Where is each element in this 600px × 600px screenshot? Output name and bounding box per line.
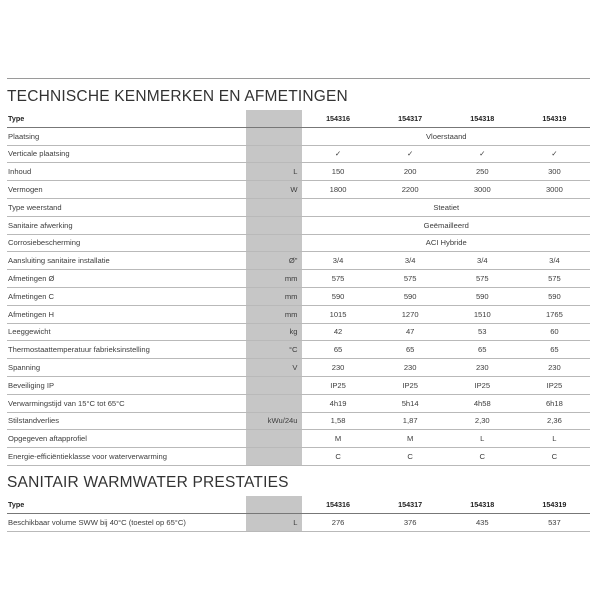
row-label: Afmetingen H <box>7 305 246 323</box>
header-unit-cell <box>246 496 301 513</box>
row-value: 230 <box>302 359 374 377</box>
row-value: 65 <box>302 341 374 359</box>
header-model-4: 154319 <box>518 110 590 127</box>
row-value: 4h19 <box>302 394 374 412</box>
table-row <box>7 412 590 430</box>
table-row <box>7 163 590 181</box>
header-model-3: 154318 <box>446 496 518 513</box>
table-row <box>7 323 590 341</box>
row-value: 3000 <box>518 181 590 199</box>
row-value: 250 <box>446 163 518 181</box>
row-value: 300 <box>518 163 590 181</box>
section-title-dhw-performance: SANITAIR WARMWATER PRESTATIES <box>7 473 289 491</box>
row-label: Stilstandverlies <box>7 412 246 430</box>
table-row <box>7 216 590 234</box>
row-value-all-models: Geëmailleerd <box>302 216 591 234</box>
row-unit <box>246 448 301 466</box>
row-label: Corrosiebescherming <box>7 234 246 252</box>
section-title-technical: TECHNISCHE KENMERKEN EN AFMETINGEN <box>7 88 348 105</box>
header-type-label: Type <box>7 496 246 513</box>
row-label: Leeggewicht <box>7 323 246 341</box>
row-unit: L <box>246 163 301 181</box>
row-label: Type weerstand <box>7 198 246 216</box>
row-value: L <box>446 430 518 448</box>
row-label: Beschikbaar volume SWW bij 40°C (toestel op 65°C) <box>7 513 246 531</box>
row-value: M <box>374 430 446 448</box>
row-label: Afmetingen C <box>7 287 246 305</box>
row-value: 1270 <box>374 305 446 323</box>
row-value: 435 <box>446 513 518 531</box>
row-value: 3000 <box>446 181 518 199</box>
header-model-2: 154317 <box>374 110 446 127</box>
table-row <box>7 181 590 199</box>
row-value: 65 <box>374 341 446 359</box>
row-unit <box>246 145 301 163</box>
row-value: 575 <box>374 270 446 288</box>
row-value: 1,58 <box>302 412 374 430</box>
table-row <box>7 252 590 270</box>
row-value: 53 <box>446 323 518 341</box>
table-row <box>7 127 590 145</box>
row-value: 1800 <box>302 181 374 199</box>
row-unit: mm <box>246 305 301 323</box>
row-value: 60 <box>518 323 590 341</box>
table-row <box>7 287 590 305</box>
row-label: Spanning <box>7 359 246 377</box>
table-row <box>7 341 590 359</box>
table-row <box>7 234 590 252</box>
spec-sheet <box>7 78 590 532</box>
row-value: 2,30 <box>446 412 518 430</box>
row-value: IP25 <box>374 376 446 394</box>
technical-specs-table <box>7 110 590 466</box>
table-row <box>7 198 590 216</box>
header-unit-cell <box>246 110 301 127</box>
row-value: 590 <box>374 287 446 305</box>
row-value: 3/4 <box>446 252 518 270</box>
row-value: 1015 <box>302 305 374 323</box>
row-value: IP25 <box>518 376 590 394</box>
row-value: 575 <box>302 270 374 288</box>
row-unit: L <box>246 513 301 531</box>
row-value: 230 <box>446 359 518 377</box>
row-value: ✓ <box>518 145 590 163</box>
row-value: IP25 <box>446 376 518 394</box>
row-value: L <box>518 430 590 448</box>
row-label: Beveiliging IP <box>7 376 246 394</box>
header-model-1: 154316 <box>302 110 374 127</box>
row-unit <box>246 394 301 412</box>
table-row <box>7 394 590 412</box>
row-value: 2,36 <box>518 412 590 430</box>
table-row <box>7 430 590 448</box>
row-label: Vermogen <box>7 181 246 199</box>
row-value: 537 <box>518 513 590 531</box>
header-model-4: 154319 <box>518 496 590 513</box>
row-value: 65 <box>446 341 518 359</box>
row-value: C <box>374 448 446 466</box>
row-label: Thermostaattemperatuur fabrieksinstelling <box>7 341 246 359</box>
row-value: M <box>302 430 374 448</box>
row-label: Opgegeven aftapprofiel <box>7 430 246 448</box>
row-value: 590 <box>446 287 518 305</box>
row-label: Afmetingen Ø <box>7 270 246 288</box>
table-row <box>7 270 590 288</box>
row-value: 575 <box>518 270 590 288</box>
row-label: Verticale plaatsing <box>7 145 246 163</box>
table-row <box>7 305 590 323</box>
row-value: ✓ <box>446 145 518 163</box>
row-value: C <box>518 448 590 466</box>
row-value-all-models: ACI Hybride <box>302 234 591 252</box>
row-value: 276 <box>302 513 374 531</box>
table-row <box>7 145 590 163</box>
table-row <box>7 513 590 531</box>
row-value: 575 <box>446 270 518 288</box>
row-label: Aansluiting sanitaire installatie <box>7 252 246 270</box>
row-value: 230 <box>518 359 590 377</box>
row-unit <box>246 234 301 252</box>
row-unit <box>246 216 301 234</box>
row-unit: °C <box>246 341 301 359</box>
header-model-2: 154317 <box>374 496 446 513</box>
table-row <box>7 359 590 377</box>
row-value: 1765 <box>518 305 590 323</box>
row-value: 42 <box>302 323 374 341</box>
row-value: 6h18 <box>518 394 590 412</box>
row-unit: W <box>246 181 301 199</box>
row-value: 200 <box>374 163 446 181</box>
row-unit <box>246 430 301 448</box>
row-unit: mm <box>246 287 301 305</box>
row-value: 65 <box>518 341 590 359</box>
row-label: Inhoud <box>7 163 246 181</box>
table-row <box>7 376 590 394</box>
row-unit: Ø" <box>246 252 301 270</box>
row-unit <box>246 127 301 145</box>
row-value: C <box>302 448 374 466</box>
row-value: C <box>446 448 518 466</box>
table-row <box>7 448 590 466</box>
header-model-1: 154316 <box>302 496 374 513</box>
table-header-row <box>7 110 590 127</box>
row-value: 3/4 <box>302 252 374 270</box>
row-label: Sanitaire afwerking <box>7 216 246 234</box>
row-value: ✓ <box>302 145 374 163</box>
row-unit: mm <box>246 270 301 288</box>
row-value: 47 <box>374 323 446 341</box>
row-value: 150 <box>302 163 374 181</box>
header-type-label: Type <box>7 110 246 127</box>
row-unit: kWu/24u <box>246 412 301 430</box>
row-value: 1,87 <box>374 412 446 430</box>
row-value-all-models: Steatiet <box>302 198 591 216</box>
row-value: 590 <box>302 287 374 305</box>
row-value: 4h58 <box>446 394 518 412</box>
row-value: 3/4 <box>374 252 446 270</box>
row-value: ✓ <box>374 145 446 163</box>
row-value-all-models: Vloerstaand <box>302 127 591 145</box>
row-value: 5h14 <box>374 394 446 412</box>
table-header-row <box>7 496 590 513</box>
header-model-3: 154318 <box>446 110 518 127</box>
row-value: 1510 <box>446 305 518 323</box>
row-unit <box>246 198 301 216</box>
row-unit: V <box>246 359 301 377</box>
row-value: 376 <box>374 513 446 531</box>
row-value: 3/4 <box>518 252 590 270</box>
row-value: IP25 <box>302 376 374 394</box>
row-label: Energie-efficiëntieklasse voor waterverwarming <box>7 448 246 466</box>
dhw-performance-table <box>7 496 590 532</box>
row-value: 230 <box>374 359 446 377</box>
row-label: Verwarmingstijd van 15°C tot 65°C <box>7 394 246 412</box>
row-value: 590 <box>518 287 590 305</box>
row-value: 2200 <box>374 181 446 199</box>
row-unit <box>246 376 301 394</box>
row-label: Plaatsing <box>7 127 246 145</box>
row-unit: kg <box>246 323 301 341</box>
